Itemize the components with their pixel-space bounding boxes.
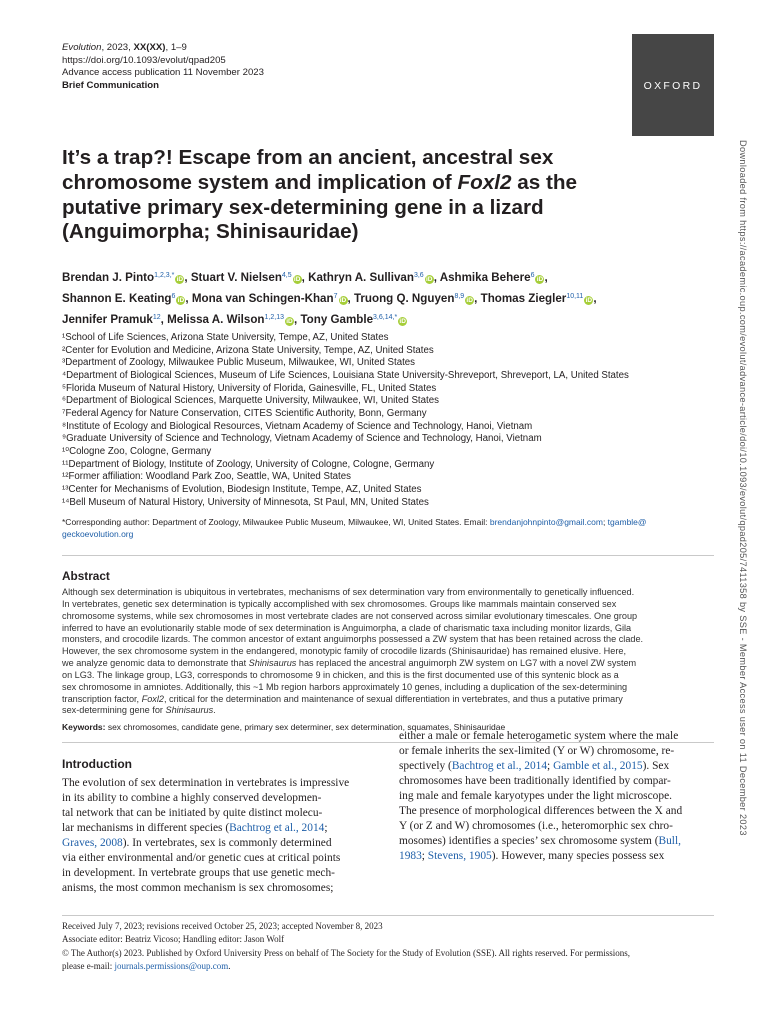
author[interactable]: Jennifer Pramuk$^{12}$	[62, 313, 161, 326]
divider	[62, 555, 714, 556]
affiliation: ¹⁴Bell Museum of Natural History, University of Minnesota, St Paul, MN, United States	[62, 496, 429, 508]
author[interactable]: Tony Gamble$^{3,6,14,*}$iD	[300, 313, 406, 326]
citation-link[interactable]: Graves, 2008	[62, 837, 123, 850]
affiliation: ³Department of Zoology, Milwaukee Public Museum, Milwaukee, WI, United States	[62, 357, 416, 369]
orcid-icon[interactable]: iD	[176, 276, 184, 283]
author[interactable]: Melissa A. Wilson$^{1,2,13}$iD	[167, 313, 293, 326]
introduction-heading: Introduction	[62, 757, 132, 771]
orcid-icon[interactable]: iD	[293, 276, 301, 283]
citation-link[interactable]: 1983	[399, 850, 422, 863]
author[interactable]: Thomas Ziegler$^{10,11}$iD	[480, 292, 593, 305]
citation-line: Evolution, 2023, XX(XX), 1–9	[62, 42, 187, 53]
orcid-icon[interactable]: iD	[177, 297, 185, 304]
affiliation: ⁸Institute of Ecology and Biological Resources, Vietnam Academy of Science and Technology, Hanoi, Vietnam	[62, 420, 533, 432]
author-line-2: Shannon E. Keating$^6$iD, Mona van Schingen-Khan$^7$iD, Truong Q. Nguyen$^{8,9}$iD, Thomas Ziegler$^{10,11}$iD,	[62, 292, 597, 305]
article-title: It’s a trap?! Escape from an ancient, ancestral sex chromosome system and implication of Foxl2 as the putative primary sex-determining gene in a lizard (Anguimorpha; Shinisauridae)	[62, 146, 578, 244]
orcid-icon[interactable]: iD	[466, 297, 473, 304]
author[interactable]: Truong Q. Nguyen$^{8,9}$iD	[353, 292, 473, 305]
orcid-icon[interactable]: iD	[339, 297, 347, 304]
affiliation: ⁵Florida Museum of Natural History, University of Florida, Gainesville, FL, United States	[62, 382, 437, 394]
affiliation: ¹²Former affiliation: Woodland Park Zoo, Seattle, WA, United States	[62, 471, 351, 483]
author[interactable]: Stuart V. Nielsen$^{4,5}$iD	[190, 271, 301, 284]
orcid-icon[interactable]: iD	[425, 276, 433, 283]
corresponding-author: *Corresponding author: Department of Zoology, Milwaukee Public Museum, Milwaukee, WI, United States. Email: brendanjohnpinto@gmail.com; tgamble@ geckoevolution.org	[62, 517, 647, 539]
affiliation: ¹⁰Cologne Zoo, Cologne, Germany	[62, 445, 212, 457]
author[interactable]: Mona van Schingen-Khan$^7$iD	[191, 292, 347, 305]
keywords: Keywords: sex chromosomes, candidate gene, primary sex determiner, sex determination, squamates, Shinisauridae	[62, 722, 506, 732]
permissions-email-link[interactable]: journals.permissions@oup.com	[114, 960, 229, 971]
affiliation: ¹³Center for Mechanisms of Evolution, Biodesign Institute, Tempe, AZ, United States	[62, 483, 422, 495]
affiliation: ⁴Department of Biological Sciences, Museum of Life Sciences, Louisiana State University-Shreveport, Shreveport, LA, United States	[62, 369, 629, 381]
email-link[interactable]: tgamble@	[607, 517, 647, 527]
orcid-icon[interactable]: iD	[286, 318, 293, 325]
article-footer: Received July 7, 2023; revisions received October 25, 2023; accepted November 8, 2023 Associate editor: Beatriz Vicoso; Handling editor: Jason Wolf © The Author(s) 2023. Published by Oxford University Press on behalf of The Society for the Study of Evolution (SSE). All rights reserved. For permissions, please e-mail: journals.permissions@oup.com.	[62, 921, 630, 971]
citation-link[interactable]: Bachtrog et al., 2014	[229, 822, 325, 835]
affiliation: ⁶Department of Biological Sciences, Marquette University, Milwaukee, WI, United States	[62, 395, 439, 407]
email-link[interactable]: geckoevolution.org	[62, 529, 134, 539]
email-link[interactable]: brendanjohnpinto@gmail.com	[489, 517, 603, 527]
citation-link[interactable]: Bachtrog et al., 2014	[451, 760, 548, 773]
author-line-3: Jennifer Pramuk$^{12}$, Melissa A. Wilson$^{1,2,13}$iD, Tony Gamble$^{3,6,14,*}$iD	[62, 313, 406, 326]
article-type: Brief Communication	[62, 79, 160, 91]
author[interactable]: Shannon E. Keating$^6$iD	[62, 292, 185, 305]
affiliation: ⁹Graduate University of Science and Technology, Vietnam Academy of Science and Technology, Hanoi, Vietnam	[62, 433, 542, 445]
divider	[62, 915, 714, 916]
citation-link[interactable]: Stevens, 1905	[427, 850, 492, 863]
oxford-logo: OXFORD	[632, 34, 714, 136]
author[interactable]: Kathryn A. Sullivan$^{3,6}$iD	[308, 271, 433, 284]
abstract-body: Although sex determination is ubiquitous in vertebrates, mechanisms of sex determination vary from environmentally to genetically influenced. In vertebrates, genetic sex determination is typically accomplished with sex chromosomes. Groups like mammals maintain conserved sex chromosome systems, while sex chromosomes in most vertebrate clades are not conserved across similar evolutionary timescales. One group inferred to have an evolutionarily stable mode of sex determination is Anguimorpha, a clade of charismatic taxa including monitor lizards, Gila monsters, and crocodile lizards. The common ancestor of extant anguimorphs possessed a ZW system that has been retained across the clade. However, the sex chromosome system in the endangered, monotypic family of crocodile lizards (Shinisauridae) has remained elusive. Here, we analyze genomic data to demonstrate that Shinisaurus has replaced the ancestral anguimorph ZW system on LG7 with a novel ZW system on LG3. The linkage group, LG3, corresponds to chromosome 9 in chicken, and this is the first documented use of this syntenic block as a sex chromosome in amniotes. Additionally, this ~1 Mb region harbors approximately 10 genes, including a duplication of the sex-determining transcription factor, Foxl2, critical for the determination and maintenance of sexual differentiation in vertebrates, and thus a putative primary sex-determining gene for Shinisaurus.	[62, 587, 644, 716]
author-list	[62, 266, 722, 329]
body-column-right: either a male or female heterogametic system where the male or female inherits the sex-limited (Y or W) chromosome, re- spectively (Bachtrog et al., 2014; Gamble et al., 2015). Sex chromosomes have been traditionally identified by compar- ing male and female karyotypes under the light microscope. The presence of morphological differences between the X and Y (or Z and W) chromosomes (i.e., heteromorphic sex chro- mosomes) identifies a species’ sex chromosome system (Bull, 1983; Stevens, 1905). However, many species possess sex	[399, 730, 683, 863]
download-notice: Downloaded from https://academic.oup.com/evolut/advance-article/doi/10.1093/evolut/qpad205/7411358 by SSE - Member Access user on 11 December 2023	[738, 140, 748, 836]
orcid-icon[interactable]: iD	[536, 276, 544, 283]
advance-access: Advance access publication 11 November 2023	[62, 67, 264, 78]
affiliation: ¹School of Life Sciences, Arizona State University, Tempe, AZ, United States	[62, 332, 389, 343]
abstract-heading: Abstract	[62, 569, 110, 583]
affiliations	[62, 332, 722, 509]
author-line-1: Brendan J. Pinto$^{1,2,3,*}$iD, Stuart V. Nielsen$^{4,5}$iD, Kathryn A. Sullivan$^{3,6}$iD, Ashmika Behere$^6$iD,	[62, 271, 548, 284]
citation-link[interactable]: Gamble et al., 2015	[553, 760, 643, 773]
author[interactable]: Brendan J. Pinto$^{1,2,3,*}$iD	[62, 271, 184, 284]
orcid-icon[interactable]: iD	[585, 297, 593, 304]
orcid-icon[interactable]: iD	[399, 318, 406, 325]
doi-link[interactable]: https://doi.org/10.1093/evolut/qpad205	[62, 54, 226, 66]
article-meta	[62, 42, 264, 92]
body-column-left: The evolution of sex determination in vertebrates is impressive in its ability to combine a highly conserved developmen- tal network that can be initiated by quite distinct molecu- lar mechanisms in different species (Bachtrog et al., 2014; Graves, 2008). In vertebrates, sex is commonly determined via either environmental and/or genetic cues at critical points in development. In vertebrate groups that use genetic mech- anisms, the most common mechanism is sex chromosomes;	[62, 777, 350, 895]
affiliation: ⁷Federal Agency for Nature Conservation, CITES Scientific Authority, Bonn, Germany	[62, 407, 427, 419]
citation-link[interactable]: Bull,	[658, 835, 681, 848]
author[interactable]: Ashmika Behere$^6$iD	[439, 271, 544, 284]
affiliation: ¹¹Department of Biology, Institute of Zoology, University of Cologne, Cologne, Germany	[62, 458, 435, 470]
affiliation: ²Center for Evolution and Medicine, Arizona State University, Tempe, AZ, United States	[62, 344, 434, 356]
